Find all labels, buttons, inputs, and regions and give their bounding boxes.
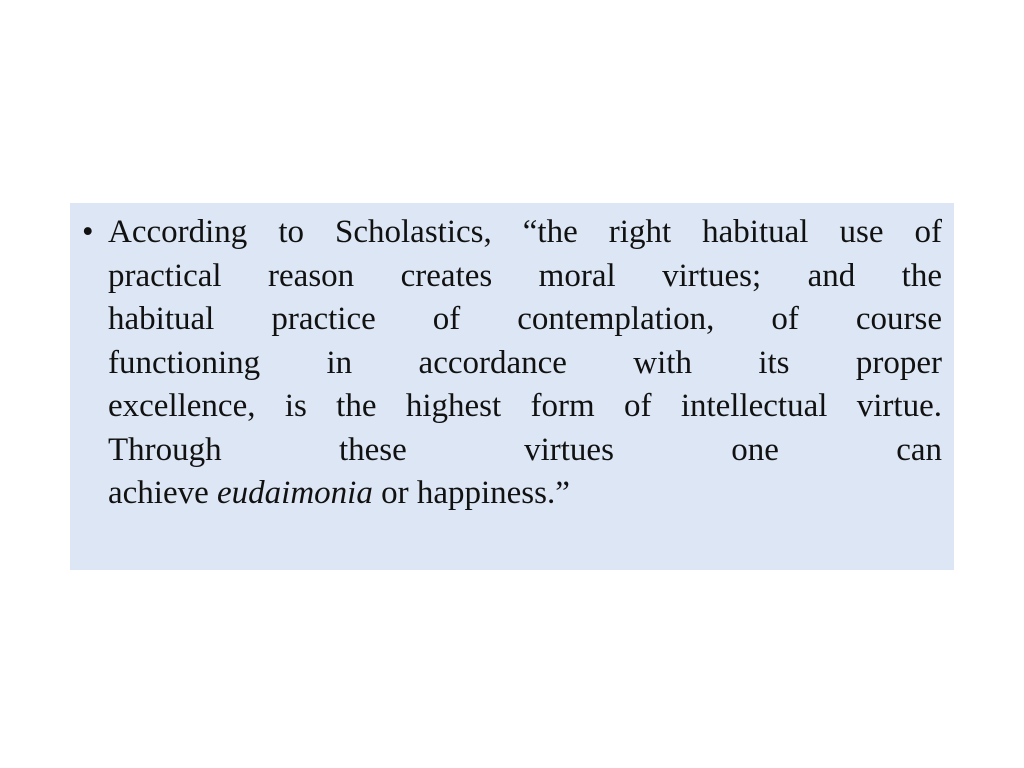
quote-line-3: habitual practice of contemplation, of course — [108, 301, 942, 337]
quote-line-7-end: or happiness.” — [372, 475, 570, 511]
quote-line-4: functioning in accordance with its proper — [108, 344, 942, 381]
bullet-item — [82, 211, 942, 516]
quote-term-eudaimonia: eudaimonia — [217, 475, 373, 511]
bullet-icon: • — [82, 214, 94, 250]
quote-line-1: According to Scholastics, “the right habitual use of — [108, 214, 942, 250]
quote-line-7-start: achieve — [108, 475, 218, 511]
quote-line-5: excellence, is the highest form of intellectual virtue. — [108, 388, 942, 424]
quote-line-2: practical reason creates moral virtues; and the — [108, 257, 942, 294]
quote-text-box — [70, 203, 954, 570]
quote-line-6: Through these virtues one can — [108, 431, 942, 468]
quote-line-7 — [108, 472, 942, 516]
